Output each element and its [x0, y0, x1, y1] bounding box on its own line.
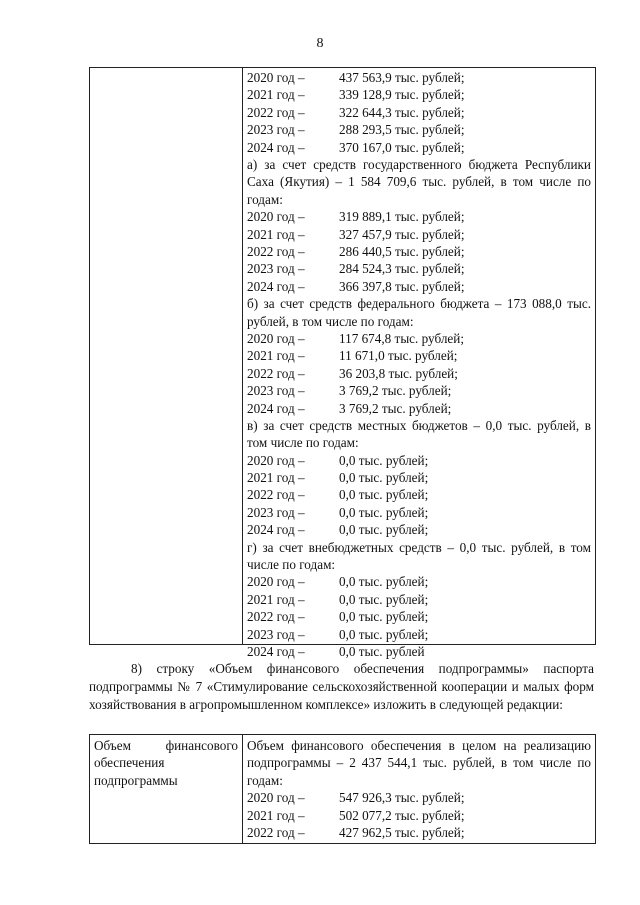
- year-amount-line: [247, 591, 591, 608]
- year-label: 2020 год –: [247, 209, 305, 225]
- year-label: 2024 год –: [247, 139, 305, 155]
- amount-value: 11 671,0 тыс. рублей;: [339, 348, 458, 364]
- year-amount-line: [247, 626, 591, 643]
- section-b-text: б) за счет средств федерального бюджета – 173 088,0 тыс. рублей, в том числе по годам:: [247, 296, 591, 329]
- year-amount-line: [247, 573, 591, 590]
- table-left-cell: [90, 735, 243, 843]
- year-amount-line: [247, 260, 591, 277]
- amount-value: 3 769,2 тыс. рублей;: [339, 400, 452, 416]
- amount-value: 0,0 тыс. рублей;: [339, 487, 429, 503]
- year-amount-line: [247, 789, 591, 806]
- amount-value: 0,0 тыс. рублей;: [339, 522, 429, 538]
- year-label: 2024 год –: [247, 522, 305, 538]
- instruction-paragraph: [89, 660, 594, 713]
- year-amount-line: [247, 521, 591, 538]
- page-number: 8: [316, 36, 324, 51]
- amount-value: 366 397,8 тыс. рублей;: [339, 278, 465, 294]
- amount-value: 0,0 тыс. рублей;: [339, 574, 429, 590]
- table-right-cell: [243, 735, 595, 843]
- row-label: Объем финансового обеспечения подпрограммы: [94, 738, 238, 788]
- year-label: 2023 год –: [247, 626, 305, 642]
- year-amount-line: [247, 608, 591, 625]
- funding-table-continued: [89, 67, 596, 660]
- section-d-text: г) за счет внебюджетных средств – 0,0 тыс. рублей, в том числе по годам:: [247, 539, 591, 573]
- amount-value: 327 457,9 тыс. рублей;: [339, 226, 465, 242]
- year-label: 2020 год –: [247, 70, 305, 85]
- amount-value: 319 889,1 тыс. рублей;: [339, 209, 465, 225]
- year-amount-line: [247, 347, 591, 364]
- year-amount-line: [247, 243, 591, 260]
- subprogram-7-funding-table: [89, 734, 596, 844]
- amount-value: 0,0 тыс. рублей;: [339, 626, 429, 642]
- year-label: 2024 год –: [247, 278, 305, 294]
- amount-value: 502 077,2 тыс. рублей;: [339, 807, 465, 823]
- year-label: 2022 год –: [247, 609, 305, 625]
- year-amount-line: [247, 504, 591, 521]
- section-c-text: в) за счет средств местных бюджетов – 0,0 тыс. рублей, в том числе по годам:: [247, 417, 591, 451]
- amount-value: 3 769,2 тыс. рублей;: [339, 383, 452, 399]
- amount-value: 0,0 тыс. рублей;: [339, 591, 429, 607]
- year-label: 2021 год –: [247, 348, 305, 364]
- amount-value: 0,0 тыс. рублей;: [339, 609, 429, 625]
- year-label: 2021 год –: [247, 591, 305, 607]
- year-label: 2024 год –: [247, 644, 305, 660]
- year-amount-line: [247, 278, 591, 295]
- year-amount-line: [247, 226, 591, 243]
- year-amount-line: [247, 486, 591, 503]
- amount-value: 117 674,8 тыс. рублей;: [339, 330, 465, 346]
- year-label: 2021 год –: [247, 87, 305, 103]
- year-label: 2022 год –: [247, 365, 305, 381]
- amount-value: 288 293,5 тыс. рублей;: [339, 122, 465, 138]
- year-amount-line: [247, 86, 591, 103]
- year-amount-line: [247, 330, 591, 347]
- year-amount-line: [247, 400, 591, 417]
- year-amount-line: [247, 807, 591, 824]
- year-amount-line: [247, 121, 591, 138]
- amount-value: 437 563,9 тыс. рублей;: [339, 70, 465, 85]
- year-label: 2021 год –: [247, 226, 305, 242]
- amount-value: 0,0 тыс. рублей;: [339, 470, 429, 486]
- year-label: 2022 год –: [247, 825, 305, 840]
- amount-value: 547 926,3 тыс. рублей;: [339, 790, 465, 806]
- amount-value: 370 167,0 тыс. рублей;: [339, 139, 465, 155]
- year-amount-line: [247, 104, 591, 121]
- amount-value: 0,0 тыс. рублей;: [339, 504, 429, 520]
- year-amount-line: [247, 69, 591, 86]
- amount-value: 286 440,5 тыс. рублей;: [339, 243, 465, 259]
- year-label: 2022 год –: [247, 104, 305, 120]
- year-amount-line: [247, 139, 591, 156]
- year-amount-line: [247, 452, 591, 469]
- year-label: 2020 год –: [247, 452, 305, 468]
- year-label: 2023 год –: [247, 504, 305, 520]
- year-label: 2023 год –: [247, 122, 305, 138]
- amount-value: 339 128,9 тыс. рублей;: [339, 87, 465, 103]
- section-a-text: а) за счет средств государственного бюджета Республики Саха (Якутия) – 1 584 709,6 тыс. рублей, в том числе по годам:: [247, 156, 591, 207]
- year-amount-line: [247, 643, 591, 660]
- year-label: 2021 год –: [247, 807, 305, 823]
- year-amount-line: [247, 469, 591, 486]
- year-amount-line: [247, 824, 591, 841]
- year-label: 2024 год –: [247, 400, 305, 416]
- year-label: 2020 год –: [247, 790, 305, 806]
- year-amount-line: [247, 208, 591, 225]
- year-label: 2023 год –: [247, 261, 305, 277]
- year-amount-line: [247, 382, 591, 399]
- table-right-cell: [243, 68, 595, 660]
- year-label: 2023 год –: [247, 383, 305, 399]
- amount-value: 0,0 тыс. рублей: [339, 644, 425, 660]
- amount-value: 284 524,3 тыс. рублей;: [339, 261, 465, 277]
- amount-value: 427 962,5 тыс. рублей;: [339, 825, 465, 840]
- paragraph-text: 8) строку «Объем финансового обеспечения подпрограммы» паспорта подпрограммы № 7 «Стимулирование сельскохозяйственной кооперации и малых форм хозяйствования в агропромышленном комплексе» изложить в следующей редакции:: [89, 661, 594, 712]
- year-label: 2021 год –: [247, 470, 305, 486]
- amount-value: 322 644,3 тыс. рублей;: [339, 104, 465, 120]
- table-left-cell-empty: [90, 68, 243, 644]
- year-label: 2020 год –: [247, 574, 305, 590]
- funding-intro: Объем финансового обеспечения в целом на реализацию подпрограммы – 2 437 544,1 тыс. рублей, в том числе по годам:: [247, 738, 591, 788]
- year-amount-line: [247, 365, 591, 382]
- year-label: 2022 год –: [247, 487, 305, 503]
- year-label: 2022 год –: [247, 243, 305, 259]
- amount-value: 36 203,8 тыс. рублей;: [339, 365, 458, 381]
- amount-value: 0,0 тыс. рублей;: [339, 452, 429, 468]
- year-label: 2020 год –: [247, 330, 305, 346]
